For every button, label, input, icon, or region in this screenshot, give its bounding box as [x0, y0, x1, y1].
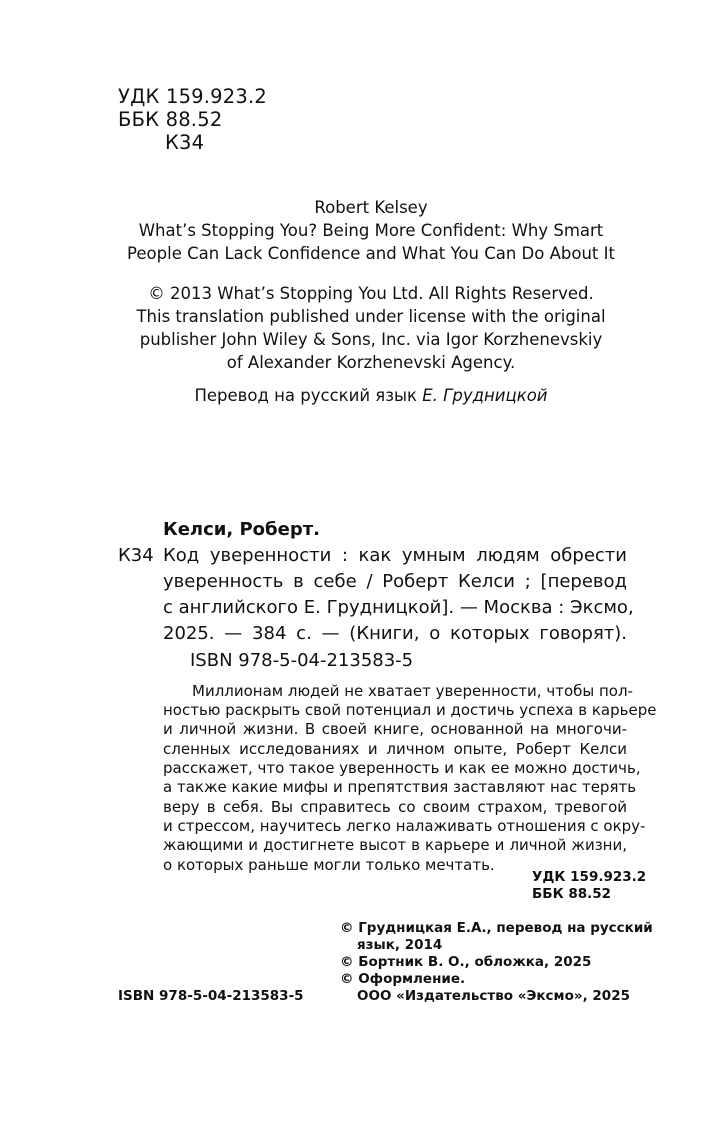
footer-copyright-line: ООО «Издательство «Эксмо», 2025: [357, 988, 630, 1004]
annotation-line: о которых раньше могли только мечтать.: [163, 856, 495, 874]
annotation-line: веру в себя. Вы справитесь со своим страхом, тревогой: [163, 798, 627, 816]
copyright-line: © 2013 What’s Stopping You Ltd. All Rights Reserved.: [148, 284, 594, 303]
copyright-line: This translation published under license with the original: [136, 307, 606, 326]
footer-copyright-line: язык, 2014: [357, 937, 443, 953]
catalog-author-heading: Келси, Роберт.: [163, 519, 320, 540]
footer-copyright-line: © Бортник В. О., обложка, 2025: [340, 954, 592, 970]
catalog-isbn: ISBN 978-5-04-213583-5: [190, 650, 414, 671]
author-mark-code: К34: [165, 131, 205, 154]
footer-copyright-line: © Оформление.: [340, 971, 466, 987]
catalog-description-line: 2025. — 384 с. — (Книги, о которых говорят).: [163, 623, 627, 644]
annotation-line: а также какие мифы и препятствия заставляют нас терять: [163, 778, 637, 796]
udk-code: УДК 159.923.2: [118, 85, 268, 108]
original-edition-info: [100, 196, 642, 265]
catalog-code: К34: [118, 545, 154, 566]
copyright-line: of Alexander Korzhenevski Agency.: [226, 353, 516, 372]
annotation-line: жающими и достигнете высот в карьере и личной жизни,: [163, 836, 627, 854]
annotation-line: Миллионам людей не хватает уверенности, чтобы пол-: [192, 682, 633, 700]
catalog-description-line: с английского Е. Грудницкой]. — Москва : Эксмо,: [163, 597, 634, 618]
catalog-description-line: Код уверенности : как умным людям обрести: [163, 545, 627, 566]
translation-credit: [100, 384, 642, 407]
bbk-code: ББК 88.52: [118, 108, 223, 131]
translation-prefix: Перевод на русский язык: [194, 386, 417, 405]
original-copyright: [100, 282, 642, 374]
original-author: Robert Kelsey: [314, 198, 428, 217]
annotation-line: расскажет, что такое уверенность и как ее можно достичь,: [163, 759, 641, 777]
annotation-line: ностью раскрыть свой потенциал и достичь успеха в карьере: [163, 701, 657, 719]
catalog-description-line: уверенность в себе / Роберт Келси ; [перевод: [163, 571, 627, 592]
original-title-line: What’s Stopping You? Being More Confident: Why Smart: [138, 221, 604, 240]
footer-copyright-line: © Грудницкая Е.А., перевод на русский: [340, 920, 653, 936]
footer-udk: УДК 159.923.2: [532, 869, 647, 885]
translator-name: Е. Грудницкой: [422, 386, 548, 405]
annotation-line: и стрессом, научитесь легко налаживать отношения с окру-: [163, 817, 646, 835]
original-title-line: People Can Lack Confidence and What You Can Do About It: [127, 244, 615, 263]
footer-isbn: ISBN 978-5-04-213583-5: [118, 988, 304, 1004]
copyright-line: publisher John Wiley & Sons, Inc. via Igor Korzhenevskiy: [139, 330, 603, 349]
annotation-line: сленных исследованиях и личном опыте, Роберт Келси: [163, 740, 627, 758]
annotation-line: и личной жизни. В своей книге, основанной на многочи-: [163, 720, 627, 738]
footer-bbk: ББК 88.52: [532, 886, 612, 902]
